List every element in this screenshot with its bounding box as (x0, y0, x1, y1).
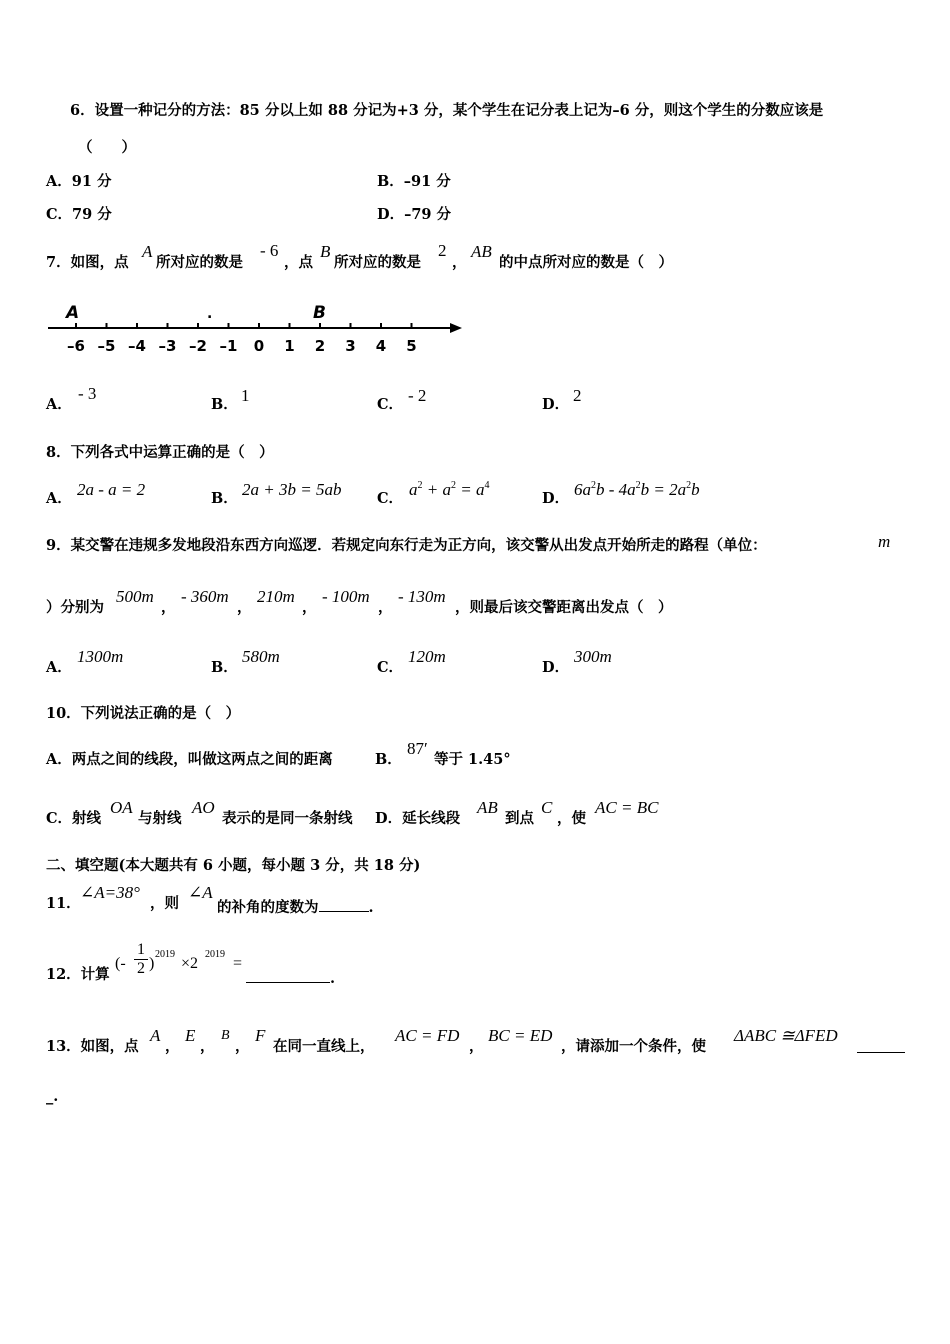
q13-point-a: A (150, 1026, 161, 1045)
q10-option-b-text: 等于 1.45° (434, 751, 511, 768)
q7-point-a: A (142, 242, 153, 261)
q9-option-d-value: 300m (574, 647, 612, 666)
q10-option-d-1: D．延长线段 (375, 810, 461, 827)
q10-option-d-ab: AB (477, 798, 498, 817)
q6-option-d: D．–79 分 (377, 206, 452, 223)
q10-option-b-label: B． (375, 751, 402, 768)
q7-point-b: B (320, 242, 331, 261)
q8-option-d-label: D． (542, 490, 570, 507)
number-line-tick-label: 1 (284, 337, 295, 355)
q8-option-b-label: B． (211, 490, 238, 507)
q13-comma-3: ， (235, 1038, 250, 1055)
q10-option-d-eq: AC = BC (595, 798, 659, 817)
q9-value-5: - 130m (398, 587, 446, 606)
q10-option-d-3: ，使 (557, 810, 586, 827)
q13-comma-1: ， (165, 1038, 180, 1055)
q9-value-2: - 360m (181, 587, 229, 606)
q13-point-b: B (221, 1028, 230, 1043)
q10-stem: 10．下列说法正确的是（ ） (46, 705, 241, 722)
q13-point-e: E (185, 1026, 196, 1045)
number-line-point-b: B (313, 303, 326, 323)
q12-paren-open: (- (115, 955, 126, 972)
section-2-heading: 二、填空题(本大题共有 6 小题，每小题 3 分，共 18 分) (46, 857, 421, 874)
q6-paren: （ ） (78, 139, 136, 156)
q8-option-d-expr: $6a^2b - 4a^2b = 2a^2b$ (574, 480, 700, 499)
q13-point-f: F (255, 1026, 266, 1045)
q10-option-c-3: 表示的是同一条射线 (222, 810, 353, 827)
q10-option-d-c: C (541, 798, 553, 817)
number-line-tick-label: –1 (219, 337, 238, 355)
q8-option-b-expr: 2a + 3b = 5ab (242, 480, 342, 499)
q11-number: 11． (46, 895, 81, 912)
q7-mid1: 所对应的数是 (156, 254, 243, 271)
number-line-tick-label: 3 (345, 337, 356, 355)
q6-option-b: B．–91 分 (377, 173, 451, 190)
q9-option-a-value: 1300m (77, 647, 124, 666)
q10-option-c-2: 与射线 (138, 810, 182, 827)
number-line-tick-label: 5 (406, 337, 417, 355)
q12-equals: = (233, 955, 243, 972)
q9-option-d-label: D． (542, 659, 570, 676)
q7-option-b-value: 1 (241, 386, 250, 405)
q13-eq2: BC = ED (488, 1026, 553, 1045)
q9-comma-2: ， (237, 599, 252, 616)
q6-stem: 6．设置一种记分的方法：85 分以上如 88 分记为+3 分，某个学生在记分表上记为–6 分，则这个学生的分数应该是 (70, 102, 824, 119)
q13-eq1: AC = FD (395, 1026, 460, 1045)
q13-end: _. (46, 1088, 59, 1105)
q9-line2-suffix: ，则最后该交警距离出发点（ ） (455, 599, 673, 616)
q7-option-c-value: - 2 (408, 386, 427, 405)
q13-comma-4: ， (469, 1038, 484, 1055)
number-line-dot: . (207, 306, 213, 322)
q7-suffix: 的中点所对应的数是（ ） (499, 254, 673, 271)
q12-numerator: 1 (137, 941, 145, 958)
q9-stem: 9．某交警在违规多发地段沿东西方向巡逻．若规定向东行走为正方向，该交警从出发点开始所走的路程（单位： (46, 537, 767, 554)
q13-congruence: ΔABC ≅ΔFED (734, 1026, 838, 1045)
q8-option-c-expr: $a^2 + a^2 = a^4$ (409, 480, 490, 499)
number-line-arrow (450, 323, 462, 333)
number-line-tick-label: –4 (128, 337, 146, 355)
q10-option-c-1: C．射线 (46, 810, 102, 827)
number-line-tick-label: –5 (97, 337, 116, 355)
q9-option-c-value: 120m (408, 647, 446, 666)
q11-answer-blank[interactable] (319, 897, 369, 912)
q10-option-d-2: 到点 (505, 810, 534, 827)
q12-paren-close: ) (149, 955, 155, 972)
q13-answer-blank[interactable] (857, 1038, 905, 1053)
q8-stem: 8．下列各式中运算正确的是（ ） (46, 444, 274, 461)
q9-comma-3: ， (302, 599, 317, 616)
q7-mid2: ，点 (284, 254, 313, 271)
q7-prefix: 7．如图，点 (46, 254, 129, 271)
q12-exponent-1: 2019 (155, 949, 175, 960)
q7-value-a: - 6 (260, 241, 279, 260)
q9-value-1: 500m (116, 587, 154, 606)
q6-option-a: A．91 分 (46, 173, 112, 190)
q10-option-b-math: 87′ (407, 739, 428, 758)
q11-math1: ∠A=38° (80, 883, 140, 902)
q13-mid2: ，请添加一个条件，使 (561, 1038, 706, 1055)
q8-option-a-expr: 2a - a = 2 (77, 480, 146, 499)
q12-prefix: 12．计算 (46, 966, 110, 983)
q10-option-a: A．两点之间的线段，叫做这两点之间的距离 (46, 751, 333, 768)
q9-option-b-value: 580m (242, 647, 280, 666)
q8-option-a-label: A． (46, 490, 72, 507)
q7-mid4: ， (452, 254, 467, 271)
q11-math2: ∠A (188, 883, 213, 902)
number-line-tick-label: –2 (189, 337, 207, 355)
q11-mid: ，则 (150, 895, 179, 912)
q7-option-d-value: 2 (573, 386, 582, 405)
number-line-tick-label: –3 (158, 337, 177, 355)
q12-fraction (134, 942, 148, 977)
q12-times-two: ×2 (181, 955, 199, 972)
q9-option-a-label: A． (46, 659, 72, 676)
q13-prefix: 13．如图，点 (46, 1038, 139, 1055)
q9-value-3: 210m (257, 587, 295, 606)
q7-mid3: 所对应的数是 (334, 254, 421, 271)
q12-exponent-2: 2019 (205, 949, 225, 960)
q9-value-4: - 100m (322, 587, 370, 606)
q9-option-b-label: B． (211, 659, 238, 676)
q8-option-c-label: C． (377, 490, 404, 507)
q11-suffix: 的补角的度数为 . (217, 899, 374, 916)
number-line-tick-label: 2 (314, 337, 326, 355)
q7-option-a-value: - 3 (78, 384, 97, 403)
q9-line2-prefix: ）分别为 (46, 599, 104, 616)
q6-option-c: C．79 分 (46, 206, 112, 223)
q12-denominator: 2 (137, 960, 145, 977)
number-line-tick-label: 0 (253, 337, 265, 355)
q7-segment-ab: AB (471, 242, 492, 261)
q7-option-b-label: B． (211, 396, 238, 413)
q9-comma-4: ， (378, 599, 393, 616)
number-line-tick-label: –6 (67, 337, 85, 355)
q12-answer: . (246, 968, 335, 987)
q12-answer-blank[interactable] (246, 968, 330, 983)
q13-comma-2: ， (200, 1038, 215, 1055)
q9-option-c-label: C． (377, 659, 404, 676)
q7-value-b: 2 (438, 241, 447, 260)
number-line-point-a: A (66, 303, 80, 323)
q7-option-a-label: A． (46, 396, 72, 413)
q9-unit: m (878, 532, 891, 551)
number-line-tick-label: 4 (375, 337, 387, 355)
q9-comma-1: ， (161, 599, 176, 616)
q13-mid: 在同一直线上， (273, 1038, 375, 1055)
q10-option-c-ao: AO (192, 798, 215, 817)
q7-option-c-label: C． (377, 396, 404, 413)
number-line-figure (46, 298, 466, 360)
q10-option-c-oa: OA (110, 798, 133, 817)
q7-option-d-label: D． (542, 396, 570, 413)
